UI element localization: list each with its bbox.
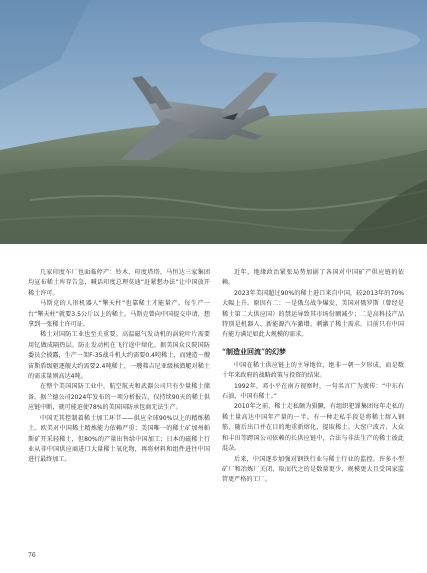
- paragraph: 2023年美国超过90%的稀土进口来自中国，较2013年的70%大幅上升。原因有二：一是俄乌战争爆发，美国对俄罗斯（曾经是稀土第二大供应国）的禁运导致其市场份额减少；二是高科技产品特别是机器人、新能源汽车激增，刺激了稀土需求。目前只有中国有能力满足如此大规模的需求。: [222, 289, 404, 339]
- section-heading: “制造业回流”的幻梦: [222, 346, 287, 356]
- page-number: 76: [28, 552, 36, 559]
- article-right-column: [222, 268, 404, 486]
- paragraph: 1992年，邓小平在南方视察时，一句名言广为流传：“中东有石油，中国有稀土。”: [222, 382, 404, 401]
- paragraph: 马斯克的人形机器人“擎天柱”也靠稀土才能量产。每生产一台“擎天柱”就要3.5公斤以上的稀土。马斯克曾向中国提交申请，想拿到一张稀土许可证。: [28, 300, 210, 329]
- paragraph: 中国在稀土供应链上的主导地位，绝非一朝一夕形成，而是数十年来政府的战略政策与投资的结果。: [222, 361, 404, 380]
- fighter-jet-photo: [0, 0, 427, 244]
- paragraph: 后来，中国逐步加强对钢铁行业与稀土行业的监控。许多小型矿厂和冶炼厂关闭，取而代之的是数量更少、规模更大且受国家监管更严格的工厂。: [222, 455, 404, 484]
- paragraph: 稀土对国防工业也至关重要。高温磁气发动机的涡轮叶片需要用钇做成隔热层，防止发动机在飞行途中熔化。据美国众议院国防委员会披露，生产一架F-35战斗机大约需要0.4吨稀土，而建造一艘宙斯盾级驱逐舰大约需要2.4吨稀土，一艘弗吉尼亚级核潜艇对稀土的需求量则高达4吨。: [28, 331, 210, 381]
- paragraph: 中国无其控制着稀土加工环节——供应全球90%以上的精炼稀土。欧美对中国稀土精炼能力依赖严重；美国唯一的稀土矿加州帕斯矿开采轻稀土，但80%的产量出售给中国加工；日本的磁稀土行业从非中国供应商进口大量稀土氧化物，再将材料和组件进往中国进行最终加工。: [28, 414, 210, 464]
- article-left-column: [28, 268, 210, 466]
- paragraph: 在整个美国国防工业中，航空航天和武器公司只有少量稀土储备。据兰德公司2024年发布的一项分析报告，仅持续90天的稀土供应链中断，就可能迫使78%的美国国防承包商无法生产。: [28, 383, 210, 412]
- paragraph: 2010年之前，稀土走私颇为猖獗，有组织犯罪集团每年走私的稀土量高达中国年产量的一半。有一种走私手段是将稀土熔入钢筋，随后出口并在目的地重新熔化、提取稀土。大窑户波音、大众和丰田等跨国公司依赖的长供应链中，合法与非法生产的稀土彼此混杂。: [222, 403, 404, 453]
- hero-photo: [0, 0, 427, 244]
- paragraph: 近年，地缘政治紧张局势加剧了各国对中国矿产供应链的依赖。: [222, 269, 404, 287]
- paragraph: 几家印度车厂也面临停产：铃木、印度塔塔、马恒达三家集团均宣布稀土库存告急，喊话印度总理莫迪“赶紧想办法”让中国放开稀土许可。: [28, 269, 210, 297]
